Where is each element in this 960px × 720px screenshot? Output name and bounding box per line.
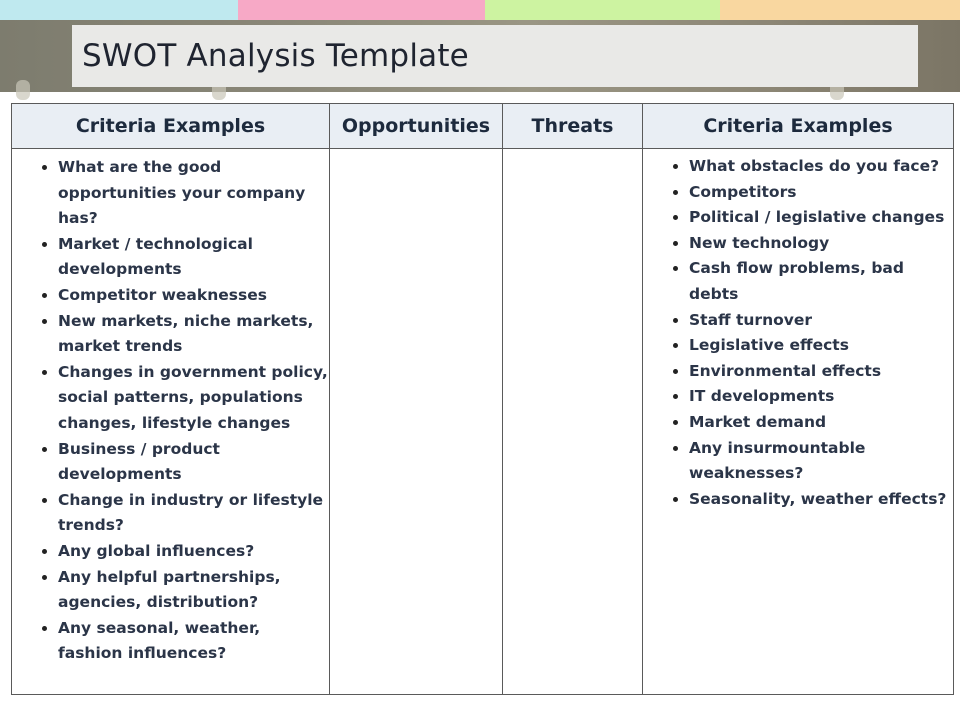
list-item: • Staff turnover <box>689 308 953 334</box>
band-segment-cyan <box>0 0 238 20</box>
list-item: • Cash flow problems, bad debts <box>689 256 953 307</box>
list-item: • Any insurmountable weaknesses? <box>689 436 953 487</box>
list-item: • Business / product developments <box>58 437 329 488</box>
slide-title: SWOT Analysis Template <box>82 38 469 74</box>
list-item: • Market / technological developments <box>58 232 329 283</box>
list-item: • Changes in government policy, social patterns, populations changes, lifestyle changes <box>58 360 329 437</box>
cell-opportunities[interactable] <box>330 149 503 695</box>
cell-opportunities-criteria <box>12 149 330 695</box>
decorative-color-band <box>0 0 960 20</box>
slide-title-box <box>72 25 918 87</box>
band-segment-orange <box>720 0 960 20</box>
band-segment-pink <box>238 0 485 20</box>
list-item: • What are the good opportunities your company has? <box>58 155 329 232</box>
list-item: • IT developments <box>689 384 953 410</box>
header-opportunities: Opportunities <box>330 104 503 149</box>
list-item: • New technology <box>689 231 953 257</box>
list-item: • Competitor weaknesses <box>58 283 329 309</box>
decor-bead <box>16 80 30 100</box>
table-body-row <box>12 149 954 695</box>
opportunities-criteria-list <box>12 155 329 667</box>
list-item: • Any helpful partnerships, agencies, distribution? <box>58 565 329 616</box>
list-item: • Political / legislative changes <box>689 205 953 231</box>
cell-threats-criteria <box>643 149 954 695</box>
list-item: • What obstacles do you face? <box>689 154 953 180</box>
swot-table <box>11 103 954 695</box>
list-item: • Change in industry or lifestyle trends? <box>58 488 329 539</box>
header-threats-criteria: Criteria Examples <box>643 104 954 149</box>
list-item: • New markets, niche markets, market trends <box>58 309 329 360</box>
list-item: • Seasonality, weather effects? <box>689 487 953 513</box>
header-threats: Threats <box>503 104 643 149</box>
cell-threats[interactable] <box>503 149 643 695</box>
band-segment-green <box>485 0 720 20</box>
list-item: • Any global influences? <box>58 539 329 565</box>
table-header-row <box>12 104 954 149</box>
list-item: • Environmental effects <box>689 359 953 385</box>
header-opportunities-criteria: Criteria Examples <box>12 104 330 149</box>
list-item: • Market demand <box>689 410 953 436</box>
list-item: • Legislative effects <box>689 333 953 359</box>
threats-criteria-list <box>643 154 953 512</box>
list-item: • Competitors <box>689 180 953 206</box>
list-item: • Any seasonal, weather, fashion influences? <box>58 616 329 667</box>
